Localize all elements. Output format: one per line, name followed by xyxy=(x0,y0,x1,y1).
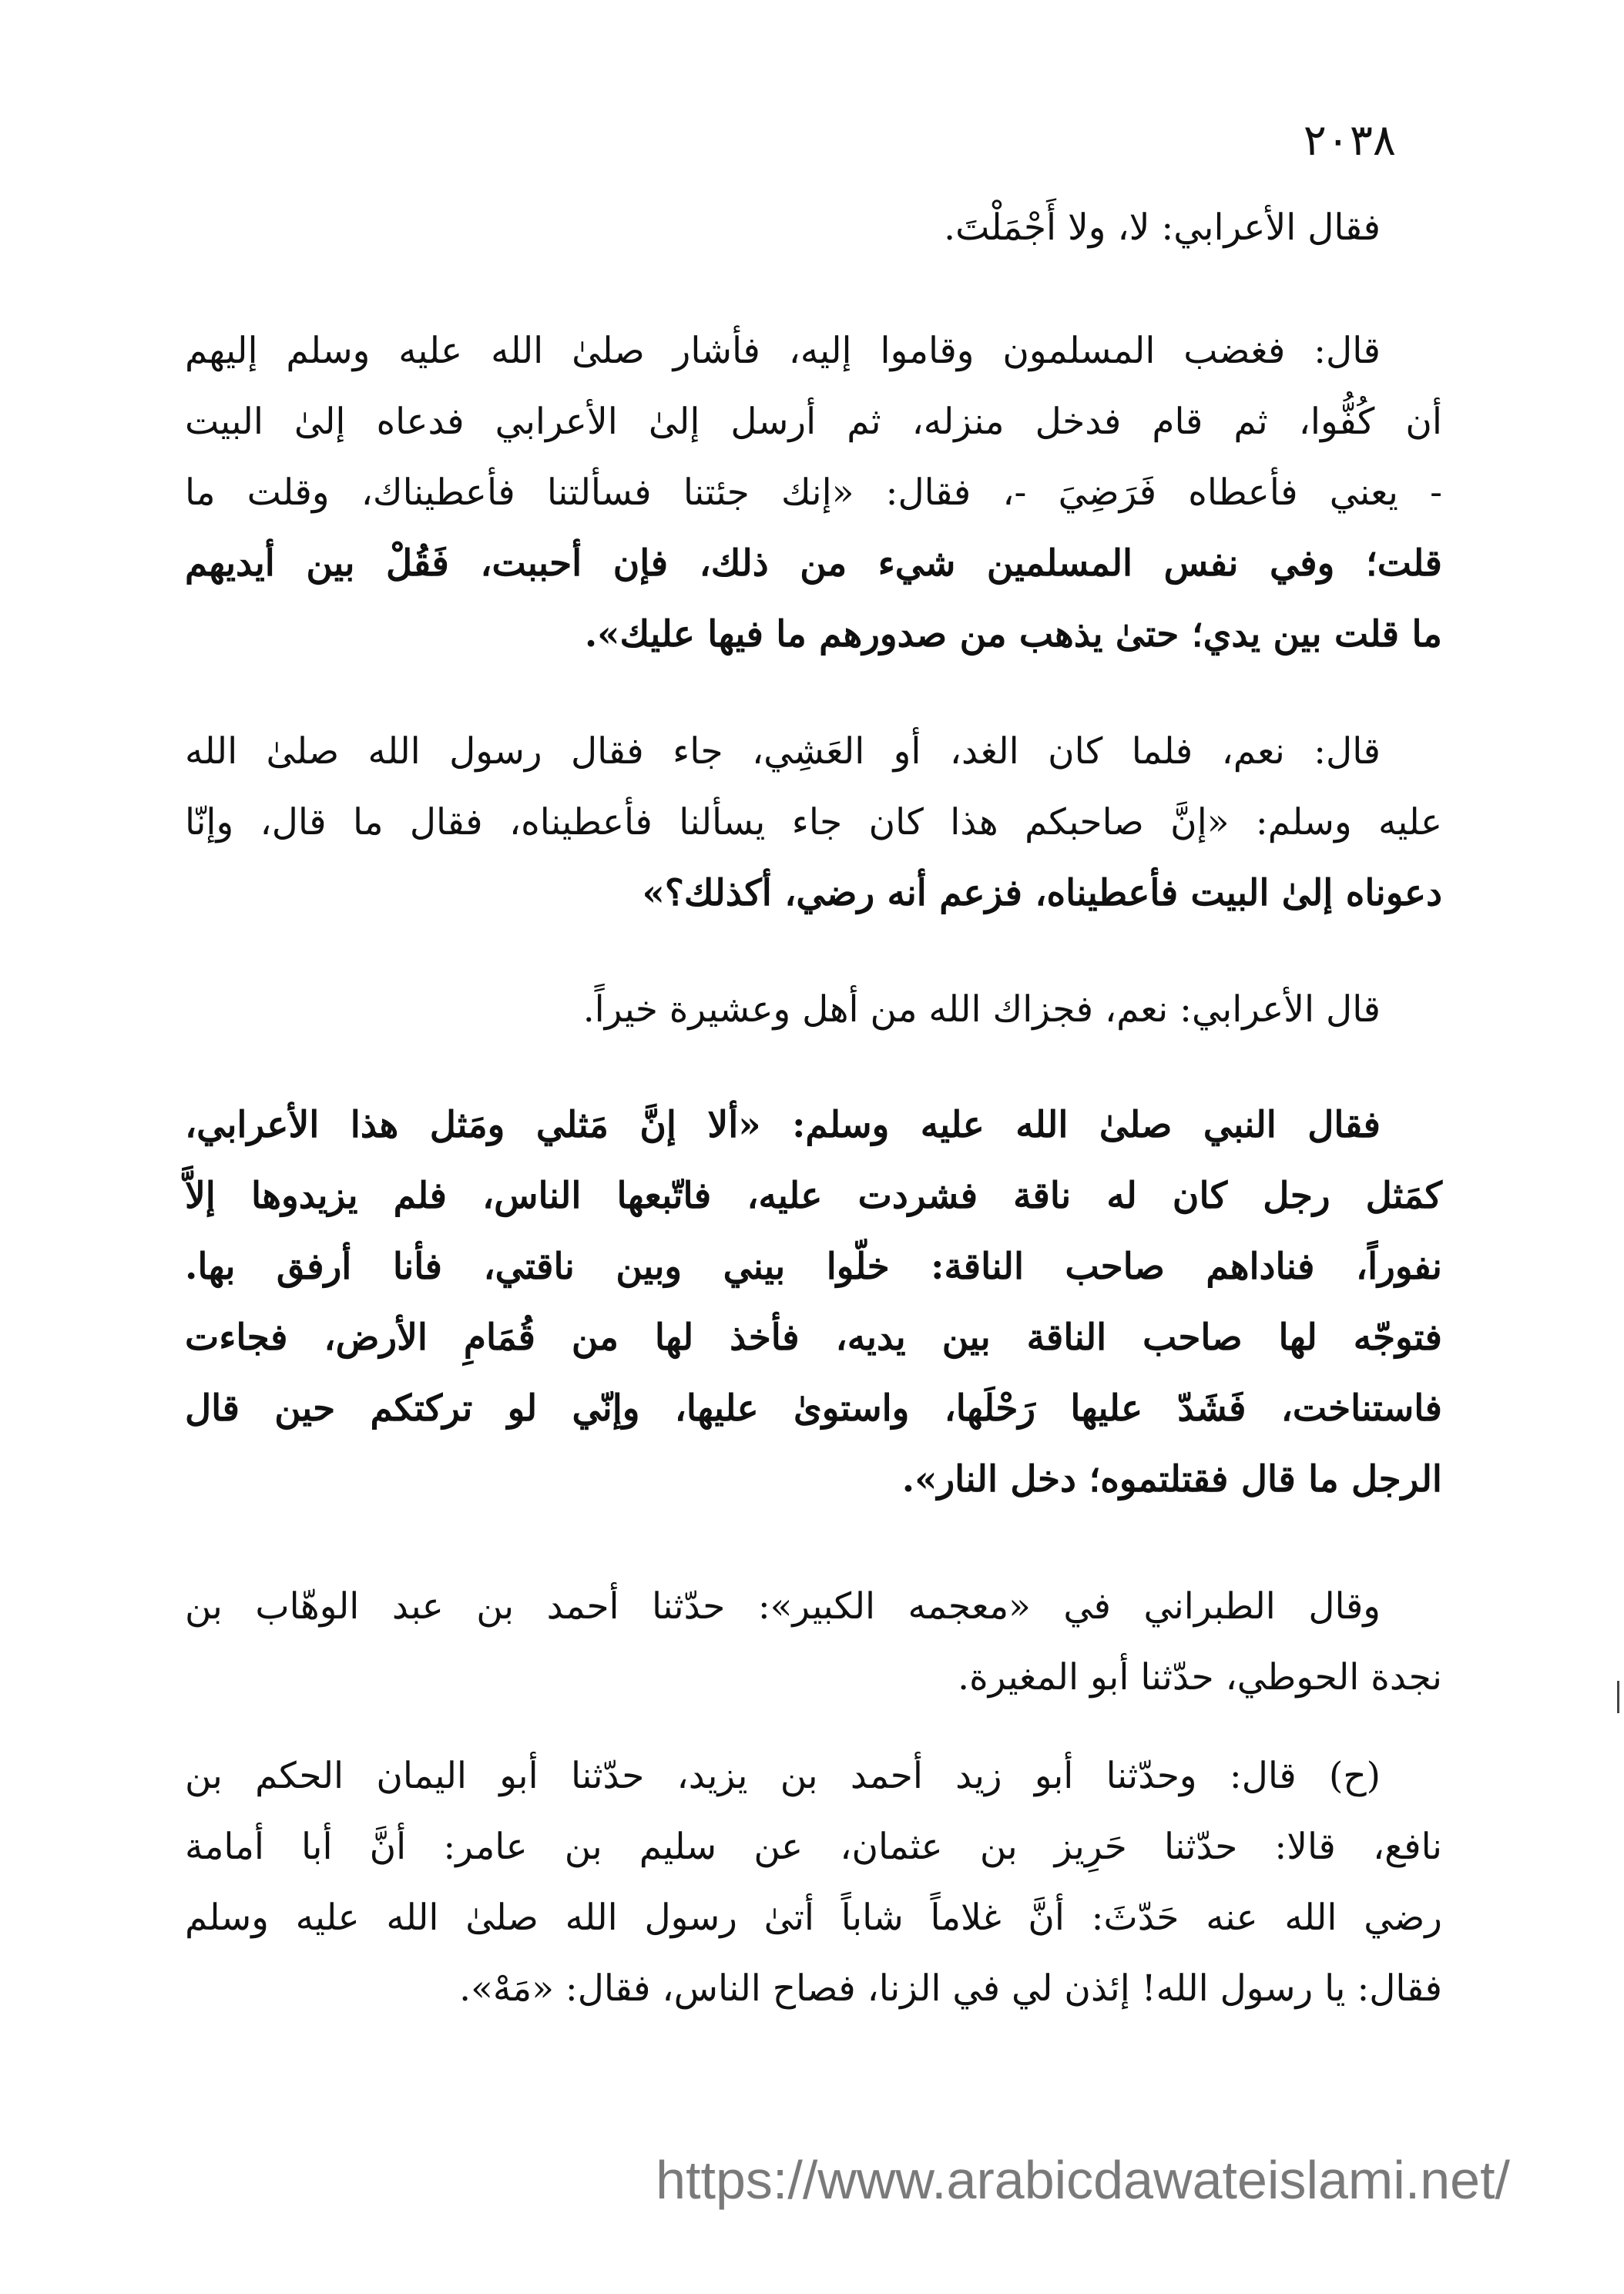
paragraph-3 xyxy=(185,716,1442,929)
page-edge-mark xyxy=(1617,1681,1619,1713)
paragraph-1 xyxy=(185,193,1442,263)
text-line: نافع، قالا: حدّثنا حَرِيز بن عثمان، عن سليم بن عامر: أنَّ أبا أمامة xyxy=(185,1826,1442,1868)
paragraph-6 xyxy=(185,1571,1442,1713)
page-number: ٢٠٣٨ xyxy=(1303,116,1396,166)
text-line: عليه وسلم: «إنَّ صاحبكم هذا كان جاء يسألنا فأعطيناه، فقال ما قال، وإنّا xyxy=(185,801,1442,843)
text-line: الرجل ما قال فقتلتموه؛ دخل النار». xyxy=(901,1458,1442,1501)
text-line: قال: نعم، فلما كان الغد، أو العَشِي، جاء فقال رسول الله صلىٰ الله xyxy=(185,730,1381,773)
text-line: فقال الأعرابي: لا، ولا أَجْمَلْتَ. xyxy=(944,206,1381,249)
text-line: فقال النبي صلىٰ الله عليه وسلم: «ألا إنَّ مَثلي ومَثل هذا الأعرابي، xyxy=(185,1104,1381,1146)
text-line: قال: فغضب المسلمون وقاموا إليه، فأشار صلىٰ الله عليه وسلم إليهم xyxy=(185,330,1381,372)
text-line: ما قلت بين يدي؛ حتىٰ يذهب من صدورهم ما فيها عليك». xyxy=(584,613,1442,656)
text-line: نجدة الحوطي، حدّثنا أبو المغيرة. xyxy=(958,1656,1442,1699)
watermark-url: https://www.arabicdawateislami.net/ xyxy=(656,2150,1510,2210)
paragraph-5 xyxy=(185,1090,1442,1515)
paragraph-4 xyxy=(185,974,1442,1045)
paragraph-7 xyxy=(185,1741,1442,2024)
text-line: كمَثل رجل كان له ناقة فشردت عليه، فاتّبعها الناس، فلم يزيدوها إلاَّ xyxy=(185,1175,1442,1217)
text-line: فاستناخت، فَشَدّ عليها رَحْلَها، واستوىٰ عليها، وإنّي لو تركتكم حين قال xyxy=(185,1387,1442,1430)
paragraph-2 xyxy=(185,316,1442,670)
text-line: رضي الله عنه حَدّثَ: أنَّ غلاماً شاباً أتىٰ رسول الله صلىٰ الله عليه وسلم xyxy=(185,1897,1442,1939)
text-line: وقال الطبراني في «معجمه الكبير»: حدّثنا أحمد بن عبد الوهّاب بن xyxy=(185,1585,1381,1628)
text-line: (ح) قال: وحدّثنا أبو زيد أحمد بن يزيد، حدّثنا أبو اليمان الحكم بن xyxy=(185,1755,1381,1797)
text-line: فتوجّه لها صاحب الناقة بين يديه، فأخذ لها من قُمَامِ الأرض، فجاءت xyxy=(185,1316,1442,1359)
text-line: دعوناه إلىٰ البيت فأعطيناه، فزعم أنه رضي، أكذلك؟» xyxy=(642,872,1442,914)
text-line: قلت؛ وفي نفس المسلمين شيء من ذلك، فإن أحببت، فَقُلْ بين أيديهم xyxy=(185,542,1442,585)
text-line: أن كُفُّوا، ثم قام فدخل منزله، ثم أرسل إلىٰ الأعرابي فدعاه إلىٰ البيت xyxy=(185,401,1442,443)
text-line: نفوراً، فناداهم صاحب الناقة: خلّوا بيني وبين ناقتي، فأنا أرفق بها. xyxy=(185,1246,1442,1288)
text-line: - يعني فأعطاه فَرَضِيَ -، فقال: «إنك جئتنا فسألتنا فأعطيناك، وقلت ما xyxy=(185,471,1442,514)
text-line: قال الأعرابي: نعم، فجزاك الله من أهل وعشيرة خيراً. xyxy=(582,988,1381,1031)
text-line: فقال: يا رسول الله! إئذن لي في الزنا، فصاح الناس، فقال: «مَهْ». xyxy=(459,1967,1442,2010)
